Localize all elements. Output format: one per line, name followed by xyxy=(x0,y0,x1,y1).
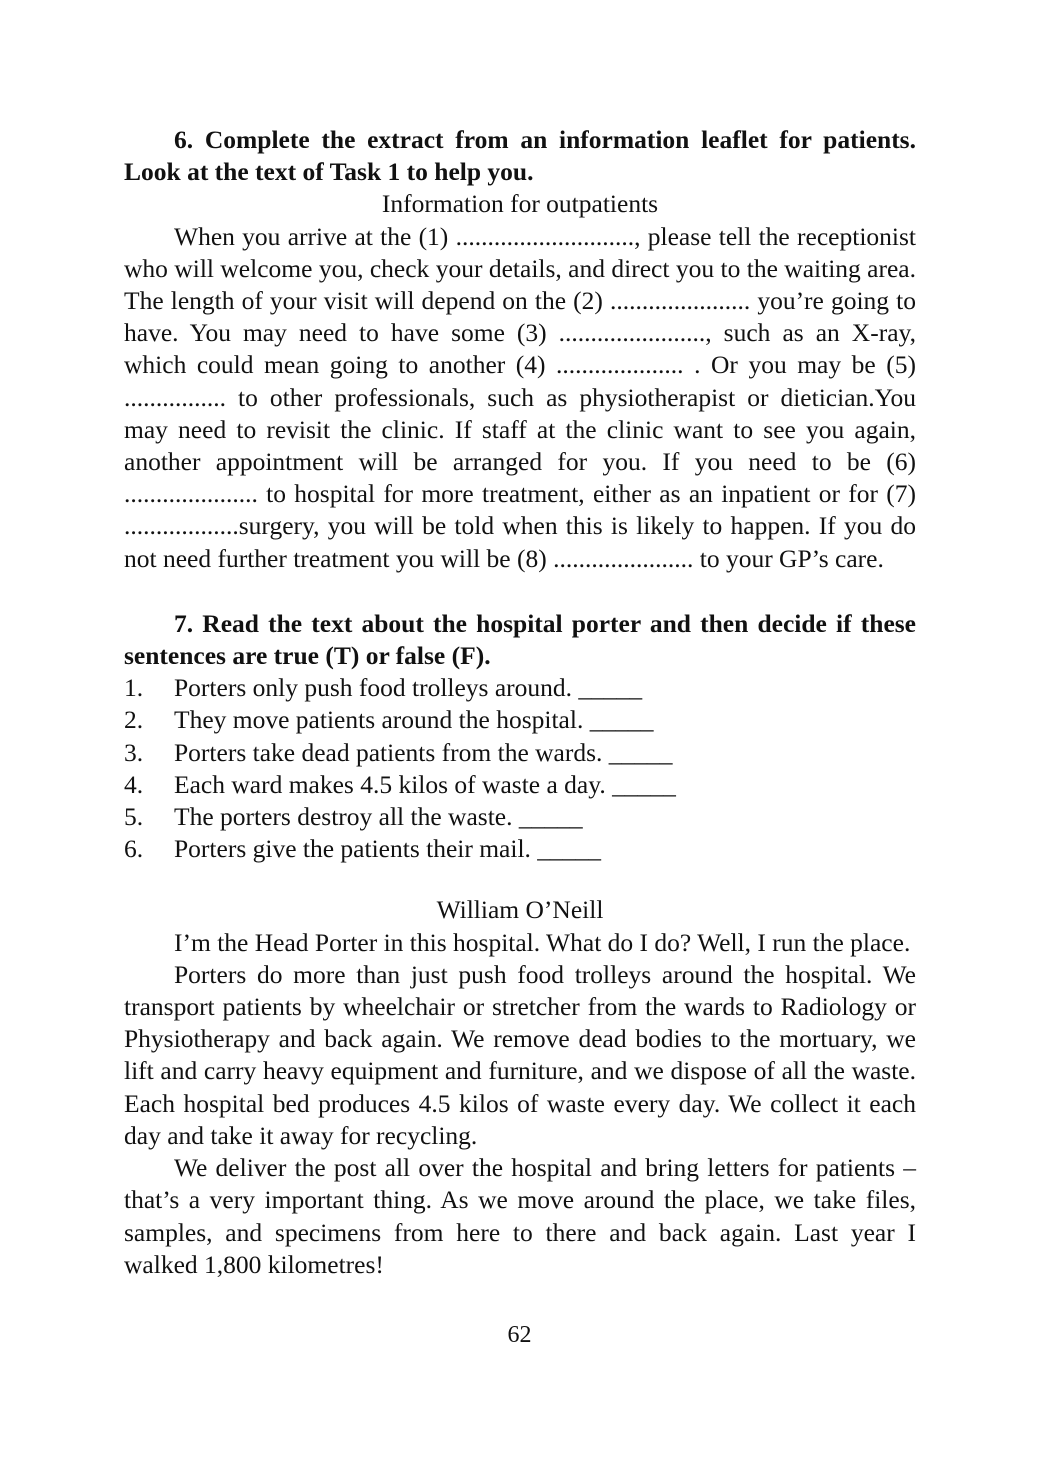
text-title: William O’Neill xyxy=(436,895,604,925)
item-number: 3. xyxy=(124,737,144,767)
item-number: 6. xyxy=(124,834,144,864)
text-paragraph-1: I’m the Head Porter in this hospital. What do I do? Well, I run the place. xyxy=(174,927,911,957)
true-false-list xyxy=(124,672,916,865)
spacer xyxy=(124,575,916,608)
text-paragraph-3: We deliver the post all over the hospital and bring letters for patients – that’s a very important thing. As we move around the place, we take files, samples, and specimens from here to there and back again. Last year I walked 1,800 kilometres! xyxy=(124,1153,916,1279)
item-text: Porters take dead patients from the wards. _____ xyxy=(174,737,673,767)
spacer xyxy=(124,865,916,894)
task7-heading: 7. Read the text about the hospital porter and then decide if these sentences are true (T) or false (F). xyxy=(124,608,916,671)
item-text: They move patients around the hospital. _____ xyxy=(174,705,654,735)
item-number: 2. xyxy=(124,705,144,735)
item-number: 5. xyxy=(124,802,144,832)
text-paragraph-2: Porters do more than just push food trolleys around the hospital. We transport patients by wheelchair or stretcher from the wards to Radiology or Physiotherapy and back again. We remove dead bodies to the mortuary, we lift and carry heavy equipment and furniture, and we dispose of all the waste. Each hospital bed produces 4.5 kilos of waste every day. We collect it each day and take it away for recycling. xyxy=(124,959,916,1150)
list-item xyxy=(124,769,916,801)
task6-heading: 6. Complete the extract from an information leaflet for patients. Look at the text of Task 1 to help you. xyxy=(124,125,916,187)
page-number: 62 xyxy=(507,1322,532,1348)
item-text: The porters destroy all the waste. _____ xyxy=(174,802,583,832)
list-item xyxy=(124,833,916,865)
task6-paragraph: When you arrive at the (1) ............................, please tell the receptionist who will welcome you, check your details, and direct you to the waiting area. The length of your visit will depend on the (2) ...................... you’re going to have. You may need to have some (3) ......................., such as an X-ray, which could mean going to another (4) .................... . Or you may be (5) ................ to other professionals, such as physiotherapist or dietician.You may need to revisit the clinic. If staff at the clinic want to see you again, another appointment will be arranged for you. If you need to be (6) ..................... to hospital for more treatment, either as an inpatient or for (7) ..................surgery, you will be told when this is likely to happen. If you do not need further treatment you will be (8) ...................... to your GP’s care. xyxy=(124,221,916,573)
list-item xyxy=(124,704,916,736)
item-text: Each ward makes 4.5 kilos of waste a day. _____ xyxy=(174,769,676,799)
list-item xyxy=(124,801,916,833)
task6-subtitle: Information for outpatients xyxy=(381,189,659,219)
item-text: Porters only push food trolleys around. _____ xyxy=(174,673,643,703)
list-item xyxy=(124,672,916,704)
list-item xyxy=(124,737,916,769)
item-text: Porters give the patients their mail. _____ xyxy=(174,834,602,864)
item-number: 1. xyxy=(124,673,144,703)
page-content xyxy=(124,124,916,1281)
item-number: 4. xyxy=(124,769,144,799)
